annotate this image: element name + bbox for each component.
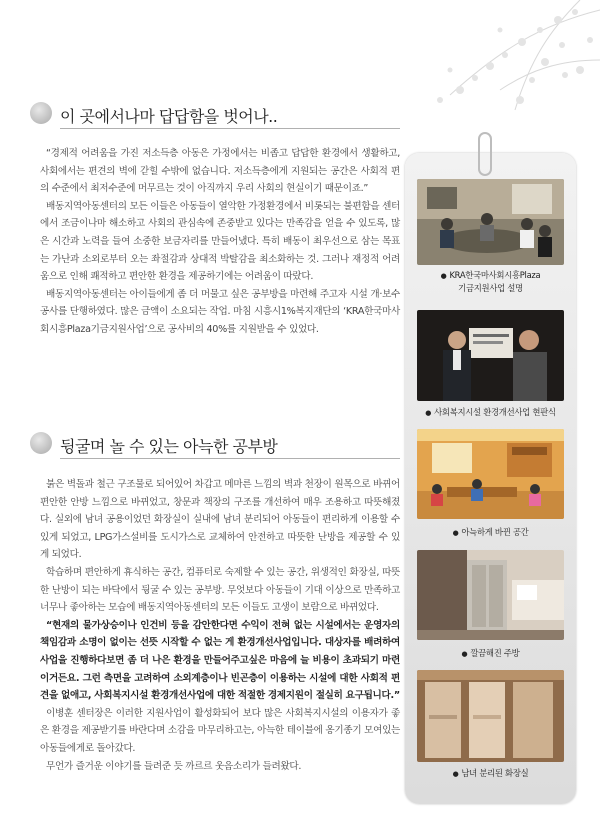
photo-plaque-ceremony xyxy=(417,310,564,401)
photo-meeting xyxy=(417,179,564,265)
photo-caption: ● 아늑하게 바뀐 공간 xyxy=(452,527,529,537)
photo-caption: ● 남녀 분리된 화장실 xyxy=(452,768,529,778)
paragraph: 배동지역아동센터의 모든 이들은 아동들이 열악한 가정환경에서 비롯되는 불편함을 센터에서 조금이나마 해소하고 사회의 관심속에 존중받고 있다는 만족감을 얻을 수 있도록, 많은 시간과 노력을 들여 소중한 보금자리를 만들어냈다. 특히 배동이 최우선으로 삼는 목표는 가난과 소외로부터 오는 좌절감과 상대적 박탈감을 최소화하는 것. 그러나 재정적 어려움으로 인해 쾌적하고 편안한 환경을 제공하기에는 어려움이 따랐다. xyxy=(40,200,400,283)
hanger-hook-icon xyxy=(478,132,492,176)
divider xyxy=(60,128,400,129)
bullet-icon: ● xyxy=(452,770,459,778)
paragraph: 무언가 즐거운 이야기를 들려준 듯 까르르 웃음소리가 들려왔다. xyxy=(46,760,302,772)
paragraph: 배동지역아동센터는 아이들에게 좀 더 머물고 싶은 공부방을 마련해 주고자 시설 개·보수 공사를 단행하였다. 많은 금액이 소요되는 작업. 마침 시흥시1%복지재단의 ‘KRA한국마사회시흥Plaza기금지원사업’으로 공사비의 40%를 지원받을 수 있었다. xyxy=(40,288,400,335)
section1-header xyxy=(30,102,400,132)
bullet-circle-icon xyxy=(30,432,52,454)
paragraph: 이병훈 센터장은 이러한 지원사업이 활성화되어 보다 많은 사회복지시설의 이용자가 좋은 환경을 제공받기를 바란다며 소감을 마무리하고는, 아늑한 테이블에 옹기종기 모여있는 아동들에게로 돌아갔다. xyxy=(40,707,400,754)
bullet-circle-icon xyxy=(30,102,52,124)
bullet-icon: ● xyxy=(440,272,447,280)
paragraph: 붉은 벽돌과 철근 구조물로 되어있어 차갑고 메마른 느낌의 벽과 천장이 원목으로 바뀌어 편안한 안방 느낌으로 바뀌었고, 창문과 책장의 구조를 개선하여 매우 조용하고 따뜻해졌다. 실외에 남녀 공용이었던 화장실이 실내에 남녀 분리되어 아동들이 편리하게 이용할 수 있게 되었고, LPG가스설비를 도시가스로 교체하여 안전하고 따뜻한 난방을 제공할 수 있게 되었다. xyxy=(40,479,400,561)
section1-body xyxy=(40,145,400,339)
photo-cozy-room xyxy=(417,429,564,519)
bullet-icon: ● xyxy=(461,650,468,658)
photo-caption: ● 사회복지시설 환경개선사업 현판식 xyxy=(425,407,556,417)
divider xyxy=(60,458,400,459)
quote-paragraph: “현재의 물가상승이나 인건비 등을 감안한다면 수익이 전혀 없는 시설에서는 운영자의 책임감과 소명이 없이는 선뜻 시작할 수 없는 게 환경개선사업입니다. 대상자를 배려하여 사업을 진행하다보면 좀 더 나은 환경을 만들어주고싶은 마음에 늘 비용이 초과되기 마련이거든요. 그런 측면을 고려하여 소외계층이나 빈곤층이 이용하는 시설에 대한 사회적 편견을 없애고, 사회복지시설 환경개선사업에 대한 적절한 경제지원이 절실히 요구됩니다.” xyxy=(40,619,400,702)
bullet-icon: ● xyxy=(425,409,432,417)
section2-body xyxy=(40,476,400,775)
section2-header xyxy=(30,432,400,462)
photo-restroom xyxy=(417,670,564,762)
bullet-icon: ● xyxy=(452,529,459,537)
photo-caption: ● 깔끔해진 주방 xyxy=(461,648,520,658)
photo-caption: ● KRA한국마사회시흥Plaza 기금지원사업 설명 xyxy=(440,270,541,293)
paragraph: “경제적 어려움을 가진 저소득층 아동은 가정에서는 비좁고 답답한 환경에서 생활하고, 사회에서는 편견의 벽에 갇힐 수밖에 없습니다. 저소득층에게 지원되는 공간은 사회적 편의 수준에서 최저수준에 머무르는 것이 아직까지 우리 사회의 현실이기 때문이죠.” xyxy=(40,148,400,195)
section1-title: 이 곳에서나마 답답함을 벗어나.. xyxy=(60,107,278,126)
photo-kitchen xyxy=(417,550,564,640)
section2-title: 뒹굴며 놀 수 있는 아늑한 공부방 xyxy=(60,437,278,456)
paragraph: 학습하며 편안하게 휴식하는 공간, 컴퓨터로 숙제할 수 있는 공간, 위생적인 화장실, 따뜻한 난방이 되는 바닥에서 뒹굴 수 있는 공부방. 무엇보다 아동들이 기대 이상으로 만족하고 너무나 좋아하는 모습에 배동지역아동센터의 모든 이들도 고생이 보람으로 바뀌었다. xyxy=(40,566,400,614)
photo-sidebar xyxy=(405,153,576,804)
